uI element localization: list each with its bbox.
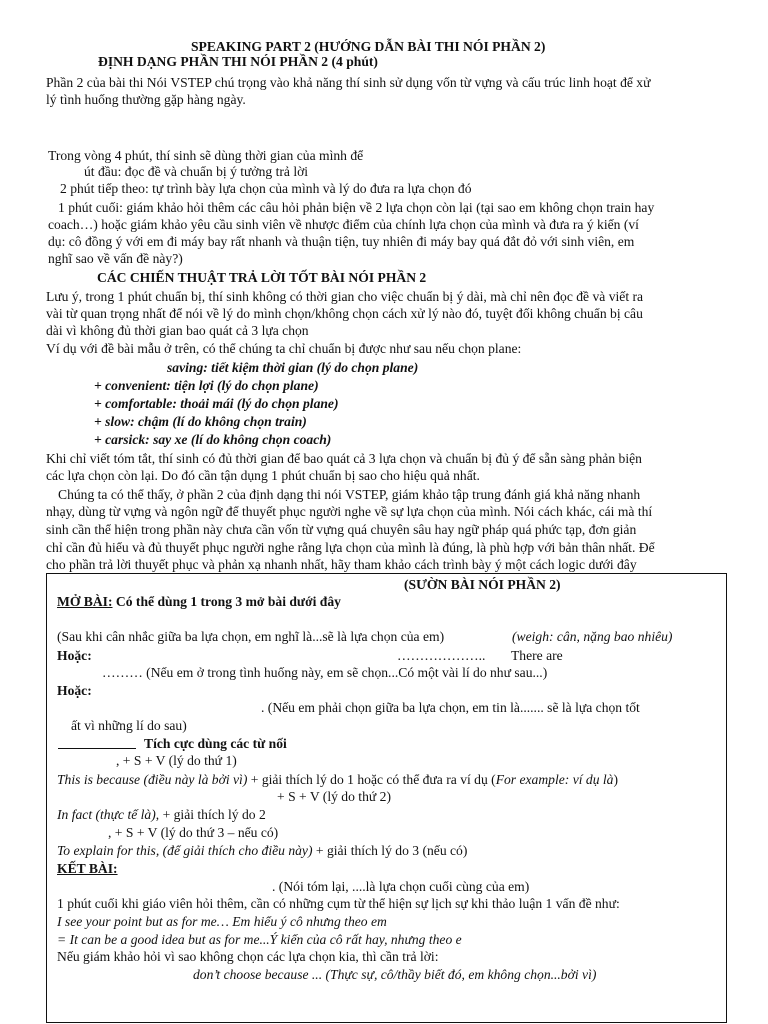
strategy-line: dài vì không đủ thời gian bao quát cả 3 lựa chọn bbox=[46, 323, 309, 338]
reason-2-close: ) bbox=[613, 772, 618, 787]
reason-line-5: , + S + V (lý do thứ 3 – nếu có) bbox=[108, 825, 279, 840]
body-line: chỉ cần đủ hiểu và đủ thuyết phục người nghe rằng lựa chọn của mình là đúng, là phù hợp với bản thân nhất. Để bbox=[46, 540, 655, 555]
blank-underline bbox=[58, 748, 136, 749]
page-title: SPEAKING PART 2 (HƯỚNG DẪN BÀI THI NÓI PHẦN 2) bbox=[191, 39, 546, 54]
mo-bai-label: MỞ BÀI: bbox=[57, 594, 113, 609]
opening-option-1 bbox=[57, 628, 444, 645]
timing-line: út đầu: đọc đề và chuẩn bị ý tưởng trả lời bbox=[84, 164, 309, 179]
timing-line: dụ: cô đồng ý với em đi máy bay rất nhanh và thuận tiện, tuy nhiên đi máy bay quá đắt đỏ với sinh viên, em bbox=[48, 234, 635, 249]
strategy-line: Lưu ý, trong 1 phút chuẩn bị, thí sinh không có thời gian cho việc chuẩn bị ý dài, mà chỉ nên đọc đề và viết ra bbox=[46, 289, 644, 304]
note-item: saving: tiết kiệm thời gian (lý do chọn plane) bbox=[167, 360, 419, 375]
note-item: + convenient: tiện lợi (lý do chọn plane) bbox=[94, 378, 319, 393]
in-fact: In fact (thực tế là) bbox=[57, 807, 156, 822]
reason-2-text: + giải thích lý do 1 hoặc có thể đưa ra ví dụ ( bbox=[247, 772, 496, 787]
polite-phrase-2: = It can be a good idea but as for me...Ý kiến của cô rất hay, nhưng theo e bbox=[57, 932, 462, 947]
timing-line: Trong vòng 4 phút, thí sinh sẽ dùng thời gian của mình để bbox=[48, 148, 364, 163]
to-explain: To explain for this, (để giải thích cho điều này) bbox=[57, 843, 313, 858]
body-line: cho phần trả lời thuyết phục và phản xạ nhanh nhất, hãy tham khảo cách trình bày ý một cách logic dưới đây bbox=[46, 557, 637, 572]
option2-there: There are bbox=[511, 648, 563, 663]
timing-line: 2 phút tiếp theo: tự trình bày lựa chọn của mình và lý do đưa ra lựa chọn đó bbox=[60, 181, 472, 196]
body-line: Khi chỉ viết tóm tắt, thí sinh có đủ thời gian để bao quát cả 3 lựa chọn và chuẩn bị đủ ý để sẵn sàng phản biện bbox=[46, 451, 642, 466]
mo-bai-text: Có thể dùng 1 trong 3 mở bài dưới đây bbox=[115, 594, 341, 609]
answer-template: don’t choose because ... (Thực sự, cô/thầy biết đó, em không chọn...bởi vì) bbox=[193, 967, 597, 982]
strategy-heading: CÁC CHIẾN THUẬT TRẢ LỜI TỐT BÀI NÓI PHẦN 2 bbox=[97, 270, 427, 285]
opening-option-2: ……… (Nếu em ở trong tình huống này, em sẽ chọn...Có một vài lí do như sau...) bbox=[102, 665, 548, 680]
last-minute-line: 1 phút cuối khi giáo viên hỏi thêm, cần có những cụm từ thể hiện sự lịch sự khi thảo luận 1 vấn đề như: bbox=[57, 896, 620, 911]
reason-line-4 bbox=[57, 806, 266, 823]
conclusion-text: . (Nói tóm lại, ....là lựa chọn cuối cùng của em) bbox=[272, 879, 530, 894]
timing-line: coach…) hoặc giám khảo yêu cầu sinh viên về nhược điểm của chính lựa chọn của mình và đưa ra ý kiến (ví bbox=[48, 217, 639, 232]
timing-line: 1 phút cuối: giám khảo hỏi thêm các câu hỏi phản biện về 2 lựa chọn còn lại (tại sao em không chọn train hay bbox=[58, 200, 655, 215]
connectors-heading: Tích cực dùng các từ nối bbox=[144, 736, 287, 751]
conclusion-label: KẾT BÀI: bbox=[57, 861, 118, 876]
reason-line-1: , + S + V (lý do thứ 1) bbox=[116, 753, 237, 768]
examiner-question-line: Nếu giám khảo hỏi vì sao không chọn các lựa chọn kia, thì cần trả lời: bbox=[57, 949, 439, 964]
intro-line: lý tình huống thường gặp hàng ngày. bbox=[46, 92, 246, 107]
body-line: nhạy, dùng từ vựng và ngôn ngữ để thuyết phục người nghe về sự lựa chọn của mình. Nói cách khác, cái mà thí bbox=[46, 504, 653, 519]
or-label: Hoặc: bbox=[57, 648, 92, 663]
strategy-line: Ví dụ với đề bài mẫu ở trên, có thể chúng ta chỉ chuẩn bị được như sau nếu chọn plane: bbox=[46, 341, 522, 356]
note-item: + slow: chậm (lí do không chọn train) bbox=[94, 414, 307, 429]
reason-line-3: + S + V (lý do thứ 2) bbox=[277, 789, 391, 804]
opening-option-3-cont: ất vì những lí do sau) bbox=[71, 718, 187, 733]
outline-heading: (SƯỜN BÀI NÓI PHẦN 2) bbox=[404, 577, 561, 592]
intro-section-label bbox=[57, 593, 341, 610]
reason-line-2 bbox=[57, 771, 618, 788]
note-item: + carsick: say xe (lí do không chọn coach) bbox=[94, 432, 332, 447]
body-line: sinh cần thể hiện trong phần này chưa cần vốn từ vựng quá chuyên sâu hay ngữ pháp quá phức tạp, đơn giản bbox=[46, 522, 637, 537]
body-line: các lựa chọn còn lại. Do đó cần tận dụng 1 phút chuẩn bị sao cho hiệu quả nhất. bbox=[46, 468, 480, 483]
note-item: + comfortable: thoải mái (lý do chọn plane) bbox=[94, 396, 339, 411]
this-is-because: This is because (điều này là bởi vì) bbox=[57, 772, 248, 787]
timing-line: nghĩ sao về vấn đề này?) bbox=[48, 251, 183, 266]
intro-line: Phần 2 của bài thi Nói VSTEP chú trọng vào khả năng thí sinh sử dụng vốn từ vựng và cấu trúc linh hoạt để xử bbox=[46, 75, 651, 90]
option1-text: (Sau khi cân nhắc giữa ba lựa chọn, em nghĩ là...sẽ là lựa chọn của em) bbox=[57, 629, 445, 644]
strategy-line: vài từ quan trọng nhất để nói về lý do mình chọn/không chọn cách xử lý nào đó, tuyệt đối không chuẩn bị câu bbox=[46, 306, 643, 321]
format-heading: ĐỊNH DẠNG PHẦN THI NÓI PHẦN 2 (4 phút) bbox=[98, 54, 378, 69]
option2-dots: ……………….. bbox=[397, 648, 486, 663]
option1-note: (weigh: cân, nặng bao nhiêu) bbox=[512, 629, 673, 644]
opening-option-3: . (Nếu em phải chọn giữa ba lựa chọn, em tin là....... sẽ là lựa chọn tốt bbox=[261, 700, 640, 715]
or-label: Hoặc: bbox=[57, 683, 92, 698]
reason-4-text: , + giải thích lý do 2 bbox=[155, 807, 266, 822]
polite-phrase-1: I see your point but as for me… Em hiểu ý cô nhưng theo em bbox=[57, 914, 387, 929]
reason-line-6 bbox=[57, 842, 467, 859]
reason-6-text: + giải thích lý do 3 (nếu có) bbox=[312, 843, 468, 858]
body-line: Chúng ta có thể thấy, ở phần 2 của định dạng thi nói VSTEP, giám khảo tập trung đánh giá khả năng nhanh bbox=[58, 487, 641, 502]
for-example: For example: ví dụ là bbox=[495, 772, 614, 787]
